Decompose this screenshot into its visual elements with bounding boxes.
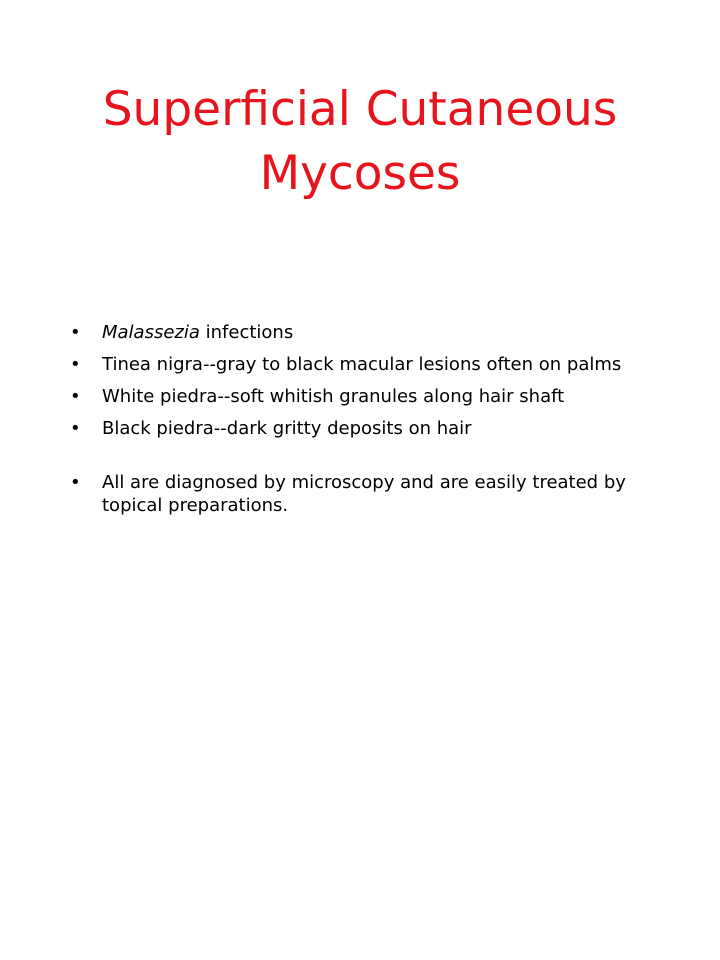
bullet-item-tinea-nigra: [70, 353, 660, 376]
bullet-italic-term: Malassezia: [102, 322, 200, 343]
bullet-item-black-piedra: [70, 417, 660, 440]
bullet-text: Tinea nigra--gray to black macular lesions often on palms: [102, 354, 622, 375]
bullet-marker: •: [70, 472, 81, 493]
bullet-text: White piedra--soft whitish granules along hair shaft: [102, 386, 565, 407]
slide-title: [60, 78, 660, 206]
bullet-text: All are diagnosed by microscopy and are easily treated by topical preparations.: [102, 472, 626, 516]
bullet-text: Black piedra--dark gritty deposits on hair: [102, 418, 472, 439]
bullet-list: [70, 321, 660, 526]
bullet-text: infections: [199, 322, 294, 343]
bullet-item-diagnosis: [70, 471, 660, 517]
bullet-marker: •: [70, 418, 81, 439]
bullet-marker: •: [70, 322, 81, 343]
bullet-item-white-piedra: [70, 385, 660, 408]
slide-title-line-1: Superficial Cutaneous: [102, 82, 618, 137]
slide-title-line-2: Mycoses: [259, 146, 461, 201]
bullet-item-malassezia: [70, 321, 660, 344]
bullet-marker: •: [70, 354, 81, 375]
bullet-marker: •: [70, 386, 81, 407]
